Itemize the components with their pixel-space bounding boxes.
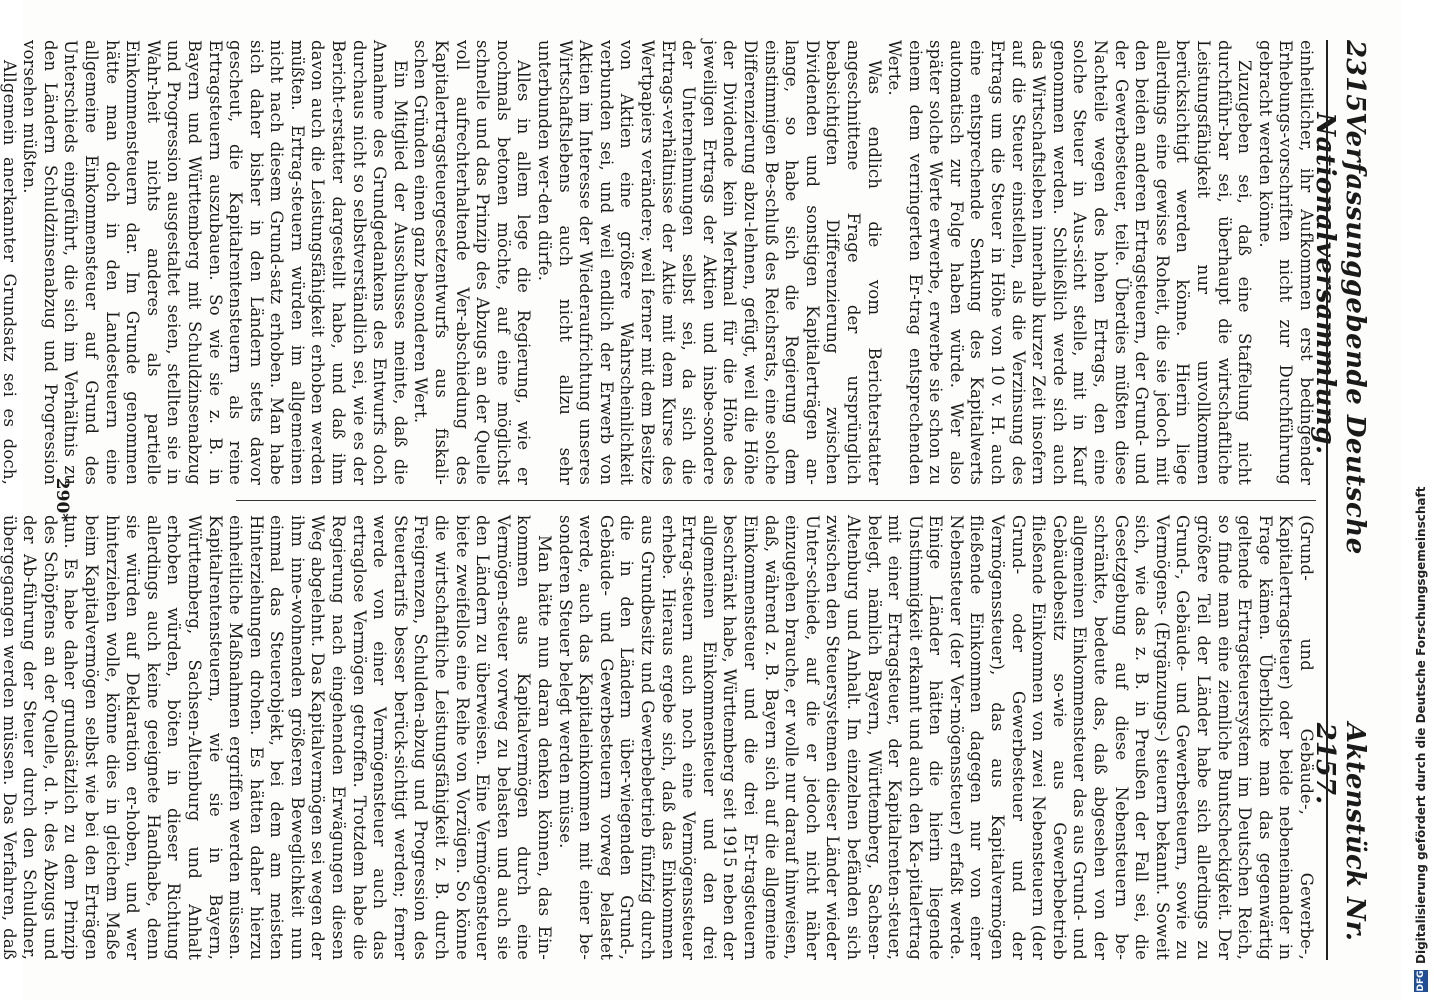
left-column <box>0 40 1316 485</box>
credit-text: Digitalisierung gefördert durch die Deutsche Forschungsgemeinschaft <box>1414 486 1428 964</box>
paragraph: Allgemein anerkannter Grundsatz sei es doch, <box>0 60 19 485</box>
digitization-credit <box>1410 0 1432 1000</box>
paragraph: einheitlicher, ihr Aufkommen erst bedingender Erhebungs-vorschriften nicht zur Durchführung gebracht werden könne. <box>1255 40 1316 485</box>
paragraph: Was endlich die vom Berichterstatter angeschnittene Frage der ursprünglich beabsichtigten Differenzierung zwischen Dividenden und sonstigen Kapitalerträgen an-lange, so habe sich die Regierung dem einstimmigen Be-schluß des Reichsrats, eine solche Differenzierung abzu-lehnen, gefügt, weil die Höhe der Dividende kein Merkmal für die Höhe des jeweiligen Ertrags der Aktien und insbe-sondere der Unternehmungen selbst sei, da sich die Ertrags-verhältnisse der Aktie mit dem Kurse des Wertpapiers verändere; weil ferner mit dem Besitze von Aktien eine größere Wahrscheinlichkeit verbunden sei, und weil endlich der Erwerb von Aktien im Interesse der Wiederaufrichtung unseres Wirtschaftslebens auch nicht allzu sehr unterbunden wer-den dürfe. <box>535 40 884 485</box>
header-rule <box>1326 40 1328 960</box>
paragraph: Zuzugeben sei, daß eine Staffelung nicht durchführ-bar sei, überhaupt die wirtschaftliche Leistungsfähigkeit nur unvollkommen berücksichtigt werden könne. Hierin liege allerdings eine gewisse Roheit, die sie jedoch mit den beiden anderen Ertragsteuern, der Grund- und der Gewerbesteuer, teile. Überdies müßten diese Nachteile wegen des hohen Ertrags, den eine solche Steuer in Aus-sicht stelle, mit in Kauf genommen werden. Schließlich werde sich auch das Wirtschaftsleben innerhalb kurzer Zeit insofern auf die Steuer einstellen, als die Verzinsung des Ertrags um die Steuer in Höhe von 10 v. H. auch eine entsprechende Senkung des Kapitalwerts automatisch zur Folge haben würde. Wer also später solche Werte erwerbe, erwerbe sie schon zu einem dem verringerten Er-trag entsprechenden Werte. <box>885 40 1255 485</box>
page-title: Verfassunggebende Deutsche Nationalversammlung. <box>1310 112 1370 555</box>
document-number: Aktenstück Nr. 2157. <box>1310 722 1370 941</box>
column-divider <box>236 500 1316 501</box>
paragraph: (Grund- und Gebäude-, Gewerbe-, Kapitalertragsteuer) oder beide nebeneinander in Frage kämen. Überblicke man das gegenwärtig geltende Ertragsteuersystem im Deutschen Reich, so finde man eine ziemliche Buntscheckigkeit. Der größere Teil der Länder habe sich allerdings zu Grund-, Gebäude- und Gewerbesteuern, sowie zu Vermögens- (Ergänzungs-) steuern bekannt. Soweit sich, wie das z. B. in Preußen der Fall sei, die Gesetzgebung auf diese Nebensteuern be-schränkte, bedeute das, daß abgesehen von der allgemeinen Einkommensteuer das aus Grund- und Gebäudebesitz so-wie aus Gewerbebetrieb fließende Einkommen von zwei Nebensteuern (der Grund- oder Gewerbesteuer und der Vermögenssteuer), das aus Kapitalvermögen fließende Einkommen dagegen nur von einer Nebensteuer (der Ver-mögenssteuer) erfaßt werde. Einige Länder hätten die hierin liegende Unstimmigkeit erkannt und auch den Ka-pitalertrag mit einer Ertragsteuer, der Kapitalrenten-steuer, belegt, nämlich Bayern, Württemberg, Sachsen-Altenburg und Anhalt. Im einzelnen befänden sich zwischen den Steuersystemen dieser Länder wieder Unter-schiede, auf die er jedoch nicht näher einzugehen brauche, er wolle nur darauf hinweisen, daß, während z. B. Bayern sich auf die allgemeine Einkommensteuer und die drei Er-tragsteuern beschränkt habe, Württemberg seit 1915 neben der allgemeinen Einkommensteuer und den drei Ertrag-steuern auch noch eine Vermögenssteuer erhebe. Hieraus ergebe sich, daß das Einkommen aus Grundbesitz und Gewerbebetrieb fünfzig durch die in den Ländern über-wiegenden Grund-, Gebäude- und Gewerbesteuern vorweg belastet werde, auch das Kapitaleinkommen mit einer be-sonderen Steuer belegt werden müsse. <box>555 515 1316 960</box>
page-header <box>1310 40 1370 960</box>
paragraph: Alles in allem lege die Regierung, wie er nochmals betonen möchte, auf eine möglichst schnelle und das Prinzip des Abzugs an der Quelle voll aufrechterhaltende Ver-abschiedung des Kapitalertragsteuergesetzentwurfs aus fiskali-schen Gründen einen ganz besonderen Wert. <box>411 40 534 485</box>
right-column <box>0 515 1316 960</box>
paragraph: Ein Mitglied der Ausschusses meinte, daß die Annahme des Grundgedankens des Entwurfs doch durchaus nicht so selbstverständlich sei, wie es der Bericht-erstatter dargestellt habe, und daß ihm davon auch die Leistungsfähigkeit erhoben werden müßten. Ertrag-steuern würden im allgemeinen nicht nach diesem Grund-satz erhoben. Man habe sich daher bisher in den Ländern stets davor gescheut, die Kapitalrentensteuern als reine Ertragsteuern auszubauen. So wie sie z. B. in Bayern und Württemberg mit Schuldzinsenabzug und Progression ausgestaltet seien, stellten sie in Wahr-heit nichts anderes als partielle Einkommensteuern dar. Im Grunde genommen hätte man doch in den Landesteuern eine allgemeine Einkommensteuer auf Grund des Unterschieds eingeführt, die sich im Verhältnis zu den Ländern Schuldzinsenabzug und Progression vorsehen müßten. <box>20 40 410 485</box>
folio-number: 290* <box>52 477 72 523</box>
dfg-logo: DFG <box>1416 970 1426 992</box>
page-number: 2315 <box>1340 40 1370 113</box>
paragraph: Man hätte nun daran denken können, das Ein-kommen aus Kapitalvermögen durch eine Vermögen-steuer vorweg zu belasten und auch sie den Ländern zu überweisen. Eine Vermögensteuer biete zweifellos eine Reihe von Vorzügen. So könne die wirtschaftliche Leistungsfähigkeit z. B. durch Freigrenzen, Schulden-abzug und Progression des Steuertarifs besser berück-sichtigt werden; ferner werde von einer Vermögensteuer auch das ertraglose Vermögen getroffen. Trotzdem habe die Regierung nach eingehenden Erwägungen diesen Weg abgelehnt. Das Kapitalvermögen sei wegen der ihm inne-wohnenden größeren Beweglichkeit nun einmal das Steuerobjekt, bei dem am meisten Hinterziehungen drohen. Es hätten daher hierzu einheitliche Maßnahmen ergriffen werden müssen. Kapitalrentensteuern, wie sie in Bayern, Württemberg, Sachsen-Altenburg und Anhalt erhoben würden, böten in dieser Richtung allerdings auch keine geeignete Handhabe, denn sie würden auf Deklaration er-hoben, und wer hinterziehen wolle, könne dies in gleichem Maße beim Kapitalvermögen selbst wie bei den Erträgen tun. Es habe daher grundsätzlich zu dem Prinzip des Schöpfens an der Quelle, d. h. des Abzugs und der Ab-führung der Steuer durch den Schuldner, übergegangen werden müssen. Das Verfahren, daß <box>0 515 555 960</box>
